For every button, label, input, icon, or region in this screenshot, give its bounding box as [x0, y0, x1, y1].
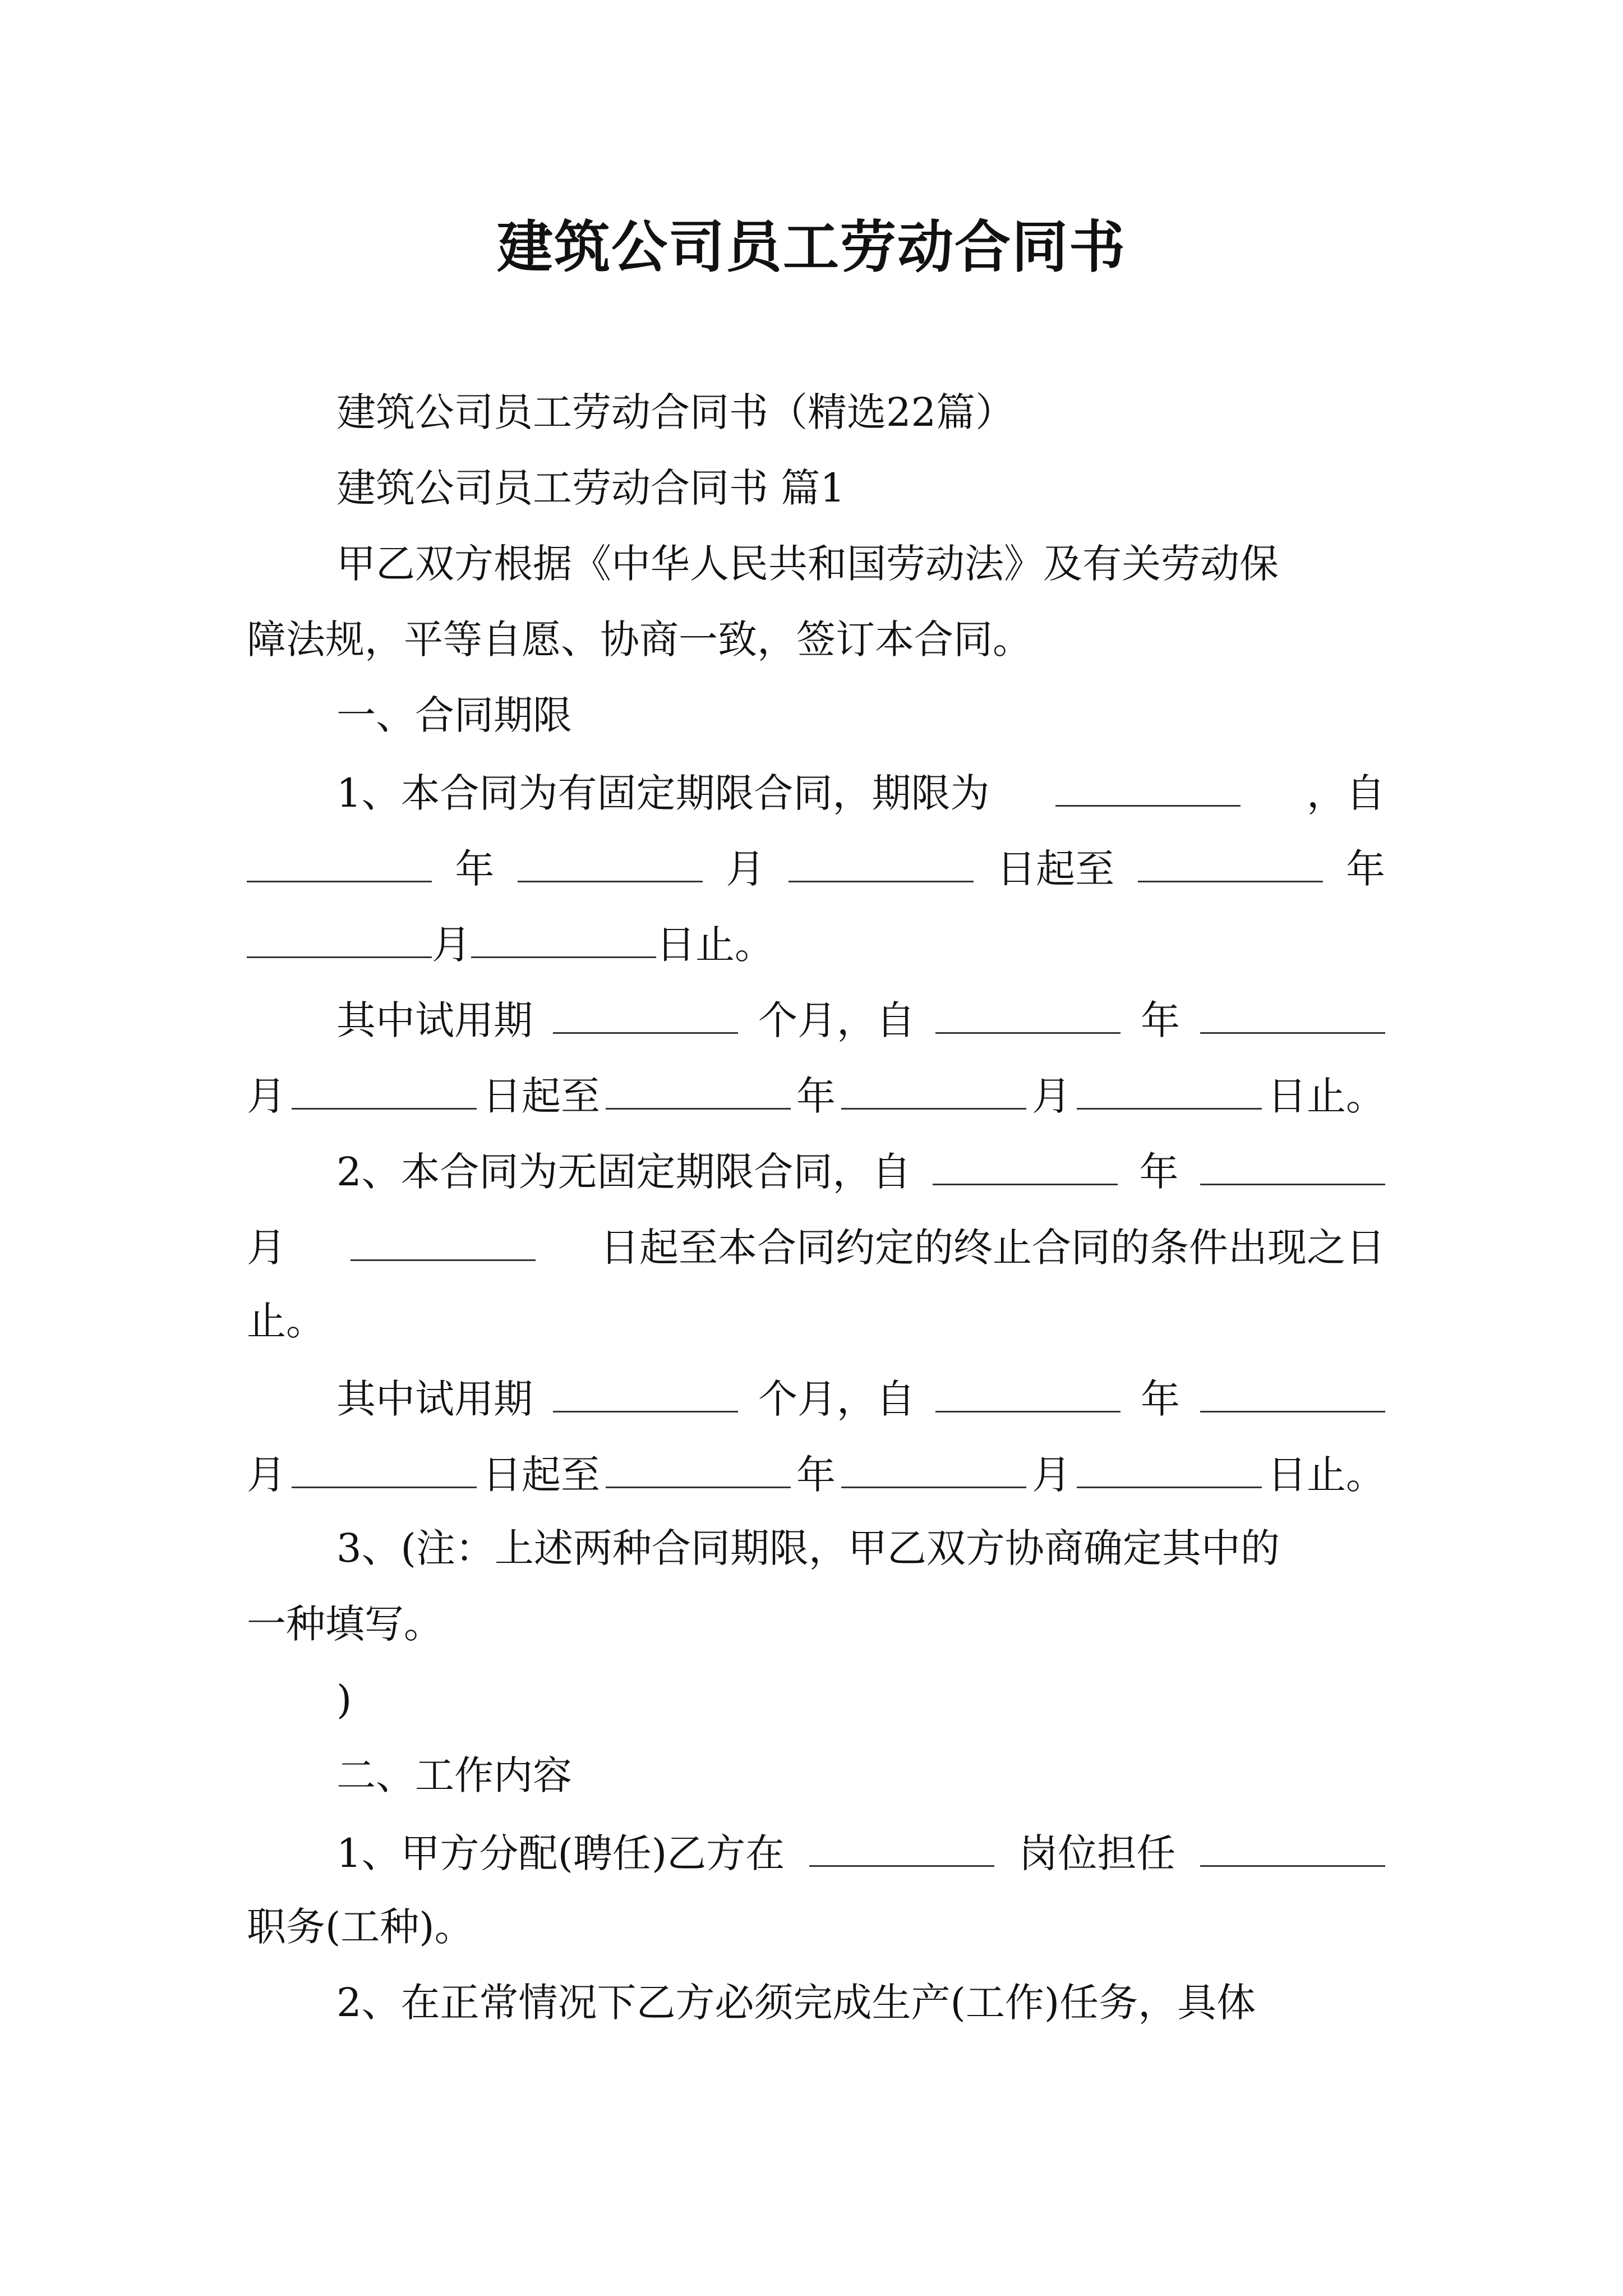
blank-field[interactable] [935, 1372, 1121, 1412]
blank-field[interactable] [1200, 1144, 1385, 1185]
day-end-label: 日止。 [1267, 1073, 1385, 1119]
year-label: 年 [1141, 997, 1180, 1043]
month-label: 月 [1032, 1452, 1071, 1498]
year-label: 年 [1141, 1376, 1180, 1422]
blank-field[interactable] [292, 1447, 477, 1488]
blank-field[interactable] [292, 1069, 477, 1110]
blank-field[interactable] [1200, 1826, 1385, 1867]
blank-field[interactable] [1200, 993, 1385, 1034]
work-clause-2-line-1: 2、在正常情况下乙方必须完成生产(工作)任务，具体 [336, 1980, 1256, 2026]
blank-field[interactable] [1055, 766, 1241, 807]
blank-field[interactable] [1200, 1372, 1385, 1412]
intro-paragraph-line-2: 障法规，平等自愿、协商一致，签订本合同。 [247, 616, 1032, 662]
work-clause-1-line-1 [336, 1826, 1385, 1876]
trial-period-label: 其中试用期 [336, 997, 533, 1043]
blank-field[interactable] [789, 841, 974, 882]
blank-field[interactable] [351, 1220, 536, 1261]
year-label: 年 [796, 1452, 836, 1498]
month-label: 月 [247, 1073, 286, 1119]
section-heading-term: 一、合同期限 [336, 692, 572, 738]
months-from-label: 个月，自 [758, 997, 915, 1043]
chapter-heading: 建筑公司员工劳动合同书 篇1 [336, 465, 845, 511]
clause-2-text: 2、本合同为无固定期限合同，自 [336, 1149, 911, 1195]
blank-field[interactable] [1077, 1447, 1262, 1488]
year-label: 年 [1139, 1149, 1179, 1195]
day-end-label: 日止。 [656, 922, 774, 968]
clause-1-line-1 [336, 766, 1385, 816]
trial-period-1-line-2 [247, 1069, 1385, 1119]
day-end-label: 日止。 [1267, 1452, 1385, 1498]
blank-field[interactable] [247, 917, 432, 958]
day-start-label: 日起至 [482, 1452, 600, 1498]
trial-period-1-line-1 [336, 993, 1385, 1043]
trial-period-2-line-1 [336, 1372, 1385, 1422]
year-label: 年 [1345, 846, 1385, 892]
blank-field[interactable] [841, 1069, 1026, 1110]
trial-period-2-line-2 [247, 1447, 1385, 1498]
blank-field[interactable] [518, 841, 703, 882]
blank-field[interactable] [606, 1447, 791, 1488]
subtitle: 建筑公司员工劳动合同书（精选22篇） [336, 389, 1015, 435]
section-heading-work: 二、工作内容 [336, 1752, 572, 1798]
day-start-label: 日起至 [997, 846, 1115, 892]
blank-field[interactable] [1077, 1069, 1262, 1110]
months-from-label: 个月，自 [758, 1376, 915, 1422]
day-start-label: 日起至 [482, 1073, 600, 1119]
work-clause-1-line-2: 职务(工种)。 [247, 1904, 474, 1950]
intro-paragraph-line-1: 甲乙双方根据《中华人民共和国劳动法》及有关劳动保 [336, 541, 1279, 587]
year-label: 年 [455, 846, 495, 892]
blank-field[interactable] [553, 1372, 738, 1412]
clause-1-line-2 [247, 841, 1385, 892]
clause-3-line-3: ) [336, 1677, 352, 1723]
blank-field[interactable] [841, 1447, 1026, 1488]
clause-2-line-1 [336, 1144, 1385, 1195]
work-clause-text: 1、甲方分配(聘任)乙方在 [336, 1830, 785, 1876]
clause-3-line-1: 3、(注：上述两种合同期限，甲乙双方协商确定其中的 [336, 1525, 1280, 1571]
document-title: 建筑公司员工劳动合同书 [497, 214, 1126, 280]
blank-field[interactable] [935, 993, 1121, 1034]
blank-field[interactable] [606, 1069, 791, 1110]
month-label: 月 [1032, 1073, 1071, 1119]
year-label: 年 [796, 1073, 836, 1119]
clause-1-text: 1、本合同为有固定期限合同，期限为 [336, 770, 990, 816]
blank-field[interactable] [471, 917, 656, 958]
clause-3-line-2: 一种填写。 [247, 1601, 443, 1647]
trial-period-label: 其中试用期 [336, 1376, 533, 1422]
month-label: 月 [247, 1225, 286, 1271]
clause-1-text: ，自 [1306, 770, 1385, 816]
clause-2-line-2 [247, 1220, 1385, 1271]
blank-field[interactable] [247, 841, 432, 882]
clause-2-text: 日起至本合同约定的终止合同的条件出现之日 [600, 1225, 1385, 1271]
position-label: 岗位担任 [1018, 1830, 1176, 1876]
blank-field[interactable] [933, 1144, 1118, 1185]
blank-field[interactable] [1138, 841, 1323, 882]
clause-2-line-3: 止。 [247, 1298, 325, 1344]
month-label: 月 [247, 1452, 286, 1498]
month-label: 月 [432, 922, 471, 968]
blank-field[interactable] [553, 993, 738, 1034]
month-label: 月 [726, 846, 766, 892]
clause-1-line-3 [247, 917, 774, 968]
blank-field[interactable] [809, 1826, 994, 1867]
